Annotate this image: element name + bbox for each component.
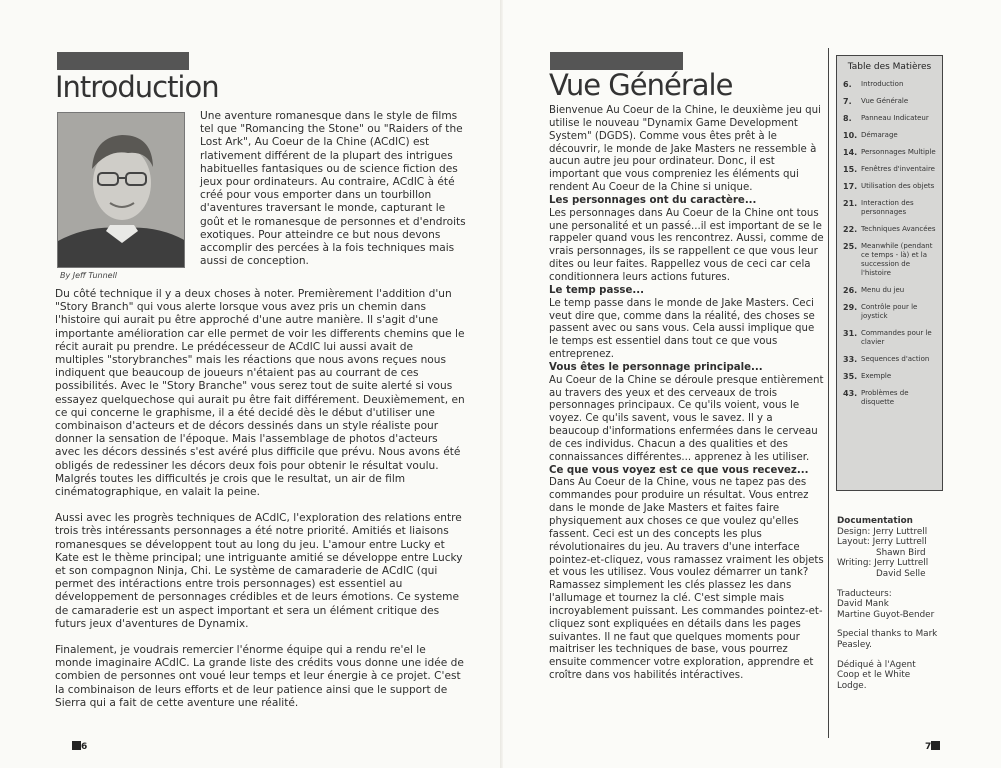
paragraph: Au Coeur de la Chine se déroule presque entièrement au travers des yeux et des cerveaux de trois personnages principaux. Ce qu'ils voient, vous le voyez. Ce qu'ils savent, vous le savez. Il y a beaucoup d'informations enfermées dans le cerveau de ces individus. Chacun a des qualities et des connaissances différentes... apprenez à les utiliser. (549, 374, 824, 463)
documentation-heading: Documentation (837, 516, 913, 526)
overview-body (549, 105, 825, 683)
portrait-image (58, 113, 185, 268)
section-heading: Le temp passe... (549, 284, 644, 296)
dedication: Dédiqué à l'Agent Coop et le White Lodge. (837, 659, 916, 691)
toc-item: 35. Exemple (843, 372, 892, 381)
paragraph: Bienvenue Au Coeur de la Chine, le deuxième jeu qui utilise le nouveau "Dynamix Game Development System" (DGDS). Comme vous êtes prêt à le découvrir, le monde de Jake Masters ne ressemble à aucun autre jeu pour ordinateur. Donc, il est important que vous compreniez les éléments qui rendent Au Coeur de la Chine si unique. (549, 105, 821, 194)
paragraph: Dans Au Coeur de la Chine, vous ne tapez pas des commandes pour produire un résultat. Vous entrez dans le monde de Jake Masters et faites faire physiquement aux choses ce que voulez qu'elles fassent. Ceci est un des concepts les plus révolutionaires du jeu. Au travers d'une interface pointez-et-cliquez, vous ramassez vraiment les objets et vous les utilisez. Vous voulez démarrer un tank? Ramassez simplement les clés plassez les dans l'allumage et tournez la clé. C'est simple mais incroyablement puissant. Les commandes pointez-et-cliquez sont expliquées en détails dans les pages suivantes. Il ne faut que quelques moments pour maitriser les techniques de base, vous pourrez ensuite commencer votre exploration, apprendre et croître dans vos habilités intéractives. (549, 477, 824, 682)
toc-item: 17. Utilisation des objets (843, 182, 935, 191)
toc-item: 29. Contrôle pour le joystick (843, 303, 918, 320)
section-heading: Ce que vous voyez est ce que vous recevez... (549, 464, 809, 476)
paragraph: Finalement, je voudrais remercier l'énorme équipe qui a rendu re'el le monde imaginaire ACdlC. La grande liste des crédits vous donne une idée de combien de personnes ont voué leur temps et leur énergie à ce projet. C'est la combinaison de leurs efforts et de leur patience ainsi que le support de Sierra qui a fait de cette aventure une réalité. (55, 644, 464, 709)
credits (837, 516, 967, 700)
toc-item: 31. Commandes pour le clavier (843, 329, 932, 346)
toc-item: 22. Techniques Avancées (843, 225, 936, 234)
photo-caption: By Jeff Tunnell (60, 271, 118, 280)
column-divider (828, 48, 829, 738)
paragraph: Aussi avec les progrès techniques de ACdlC, l'exploration des relations entre trois très intéressants personnages a été notre priorité. Amitiés et liaisons romanesques se développent tout au long du jeu. L'amour entre Lucky et Kate est le thème principal; une intriguante amitié se développe entre Lucky et son compagnon Ninja, Chi. Le système de camaraderie de ACdlC (qui permet des intéractions entre trois personnages) est essentiel au développement de personnages crédibles et de leurs émotions. Ce systeme de camaraderie est un aspect important et sera un élément critique des futurs jeux d'aventures de Dynamix. (55, 512, 463, 630)
translators-heading: Traducteurs: (837, 588, 892, 599)
intro-text: Une aventure romanesque dans le style de films tel que "Romancing the Stone" ou "Raiders of the Lost Ark", Au Coeur de la Chine (ACdlC) est rlativement différent de la plupart des intrigues habituelles fantasiques ou de science fiction des jeux pour ordinateurs. Au contraire, ACdlC à été créé pour vous emporter dans un tourbillon d'aventures traversant le monde, capturant le goût et le romanesque de personnes et d'endroits exotiques. Pour atteindre ce but nous devons accomplir des percées à la fois techniques mais aussi de conception. (200, 110, 466, 268)
translator-name: David Mank (837, 599, 889, 610)
intro-body (55, 288, 465, 710)
folio-marker (72, 741, 81, 750)
paragraph: Du côté technique il y a deux choses à noter. Premièrement l'addition d'un "Story Branch" qui vous alerte lorsque vous avez pris un chemin dans l'histoire qui aurait pu être approché d'une autre manière. Il s'agit d'une importante amélioration car elle permet de voir les differents chemins que le récit aurait pu prendre. Le prédécesseur de ACdlC lui aussi avait de multiples "storybranches" mais les réactions que nous avons reçues nous indiquent que beaucoup de joueurs n'étaient pas au courrant de ces possibilités. Avec le "Story Branche" vous serez tout de suite alerté si vous essayez quelquechose qui aurait pu être fait différement. Deuxièmement, en ce qui concerne le graphisme, il a été decidé dès le début d'utiliser une combinaison d'acteurs et de décors dessinés dans un style réaliste pour donner la sensation de l'époque. Mais l'assemblage de photos d'acteurs avec les décors dessinés s'est avéré plus difficile que prévu. Nous avons été obligés de redessiner les décors deux fois pour obtenir le résultat voulu. Malgrés toutes les difficultés je crois que le resultat, un air de film cinématographique, en valait la peine. (55, 288, 465, 499)
author-photo (57, 112, 185, 268)
section-heading: Les personnages ont du caractère... (549, 194, 757, 206)
toc-item: 26. Menu du jeu (843, 286, 905, 295)
page-number: 6 (72, 741, 87, 752)
title-bar (57, 52, 189, 70)
page-number: 7 (925, 741, 940, 752)
toc-item: 15. Fenêtres d'inventaire (843, 165, 935, 174)
toc-item: 14. Personnages Multiple (843, 148, 936, 157)
folio-marker (931, 741, 940, 750)
toc-item: 43. Problèmes de disquette (843, 389, 909, 406)
page-title: Vue Générale (549, 68, 733, 102)
toc-item: 25. Meanwhile (pendant ce temps - là) et la succession de l'histoire (843, 242, 933, 277)
toc-item: 8. Panneau Indicateur (843, 114, 929, 123)
toc-title: Table des Matières (847, 62, 932, 72)
toc-item: 10. Démarage (843, 131, 898, 140)
writing-credit: David Selle (876, 568, 926, 579)
toc-item: 33. Sequences d'action (843, 355, 930, 364)
documentation-credits (837, 516, 967, 580)
section-heading: Vous êtes le personnage principale... (549, 361, 763, 373)
intro-paragraph (200, 110, 470, 268)
layout-credit: Layout: Jerry Luttrell (837, 537, 927, 548)
toc-item: 7. Vue Générale (843, 97, 909, 106)
design-credit: Design: Jerry Luttrell (837, 526, 928, 537)
writing-credit: Writing: Jerry Luttrell (837, 558, 929, 569)
toc-item: 21. Interaction des personnages (843, 199, 914, 216)
page-title: Introduction (55, 70, 219, 104)
special-thanks: Special thanks to Mark Peasley. (837, 629, 938, 650)
table-of-contents (836, 55, 943, 491)
paragraph: Le temp passe dans le monde de Jake Masters. Ceci veut dire que, comme dans la réalité, des choses se passent avec ou sans vous. Cela aussi implique que le temps est essentiel dans tout ce que vous entreprenez. (549, 297, 815, 361)
paragraph: Les personnages dans Au Coeur de la Chine ont tous une personalité et un passé...il est important de se le rappeler quand vous les rencontrez. Aussi, comme de vrais personnages, ils se rappellent ce que vous leur dites ou leur faites. Rappellez vous de ceci car cela conditionnera leurs actions futures. (549, 207, 824, 283)
translator-name: Martine Guyot-Bender (837, 609, 935, 620)
layout-credit: Shawn Bird (876, 547, 926, 558)
translator-credits (837, 589, 967, 621)
toc-item: 6. Introduction (843, 80, 904, 89)
